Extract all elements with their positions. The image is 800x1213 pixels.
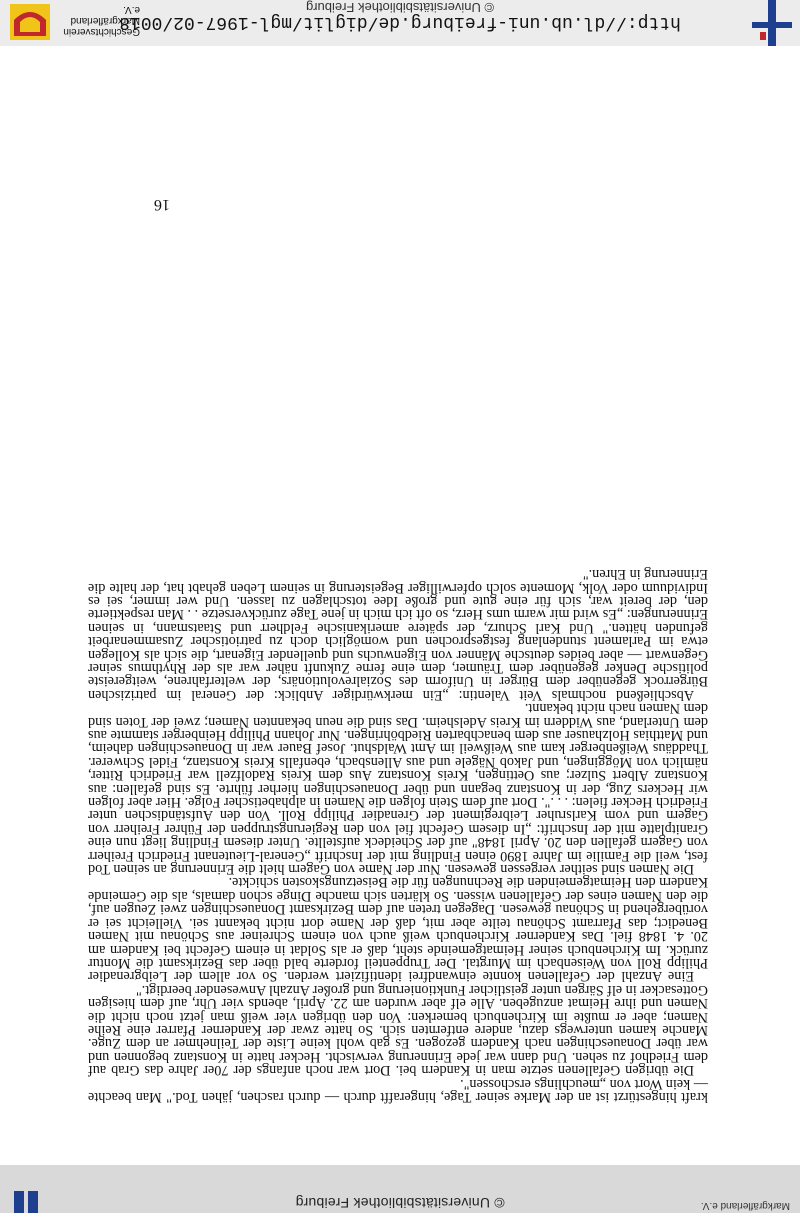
paragraph: kraft hingestürzt ist an der Marke seiner Tage, hingerafft durch — durch raschen, jähen Tod." Man beachte — kein Wort von „meuchlings erschossen". bbox=[88, 1075, 708, 1105]
paragraph: Abschließend nochmals Veit Valentin: „Ein merkwürdiger Anblick: der General im patrizischen Bürgerrock gegenüber dem Bürger in Uniform des Sozialrevolutionärs, der welterfahrene, weitgereiste politische Denker gegenüber dem Träumer, dem eine ferne Zukunft näher war als der Rhythmus seiner Gegenwart — aber beides deutsche Männer von Eigenwuchs und quellender Eigenart, die sich als Kollegen etwa im Parlament stundenlang festgesprochen und womöglich doch zu patriotischer Zusammenarbeit gefunden hätten." Und Karl Schurz, der spätere amerikanische Feldherr und Staatsmann, in seinen Erinnerungen: „Es wird mir warm ums Herz, so oft ich mich in jene Tage zurückversetze . . Man respektierte den, der bereit war, sich für eine gute und große Idee totschlagen zu lassen. Und wer immer, sei es Individuum oder Volk, Momente solch opferwilliger Begeisterung in seinem Leben gehabt hat, der halte die Erinnerung in Ehren." bbox=[88, 566, 708, 703]
university-logo-icon bbox=[10, 1183, 38, 1213]
university-flag-icon bbox=[752, 0, 792, 46]
page-body bbox=[88, 567, 708, 1103]
footer-copyright: © Universitätsbibliothek Freiburg bbox=[305, 0, 495, 15]
page-number: 16 bbox=[154, 196, 170, 213]
paragraph: Die übrigen Gefallenen setzte man in Kandern bei. Dort war noch anfangs der 70er Jahre das Grab auf dem Friedhof zu sehen. Und dann war jede Erinnerung verwischt. Hecker hatte in Konstanz begonnen und war über Donaueschingen nach Kandern gezogen. Es gab wohl keine Liste der Teilnehmer an dem Zuge. Manche kamen unterwegs dazu, andere entfernten sich. So hatte zwar der Kanderner Pfarrer eine Reihe Namen; aber er mußte im Kirchenbuch bemerken: Von den übrigen vier weiß man jetzt noch nicht die Namen und ihre Heimat anzugeben. Alle elf aber wurden am 22. April, abends vier Uhr, auf dem hiesigen Gottesacker in elf Särgen unter geistlicher Funktionierung und großer Anzahl Anwesender beerdigt." bbox=[88, 981, 708, 1079]
paragraph: Die Namen sind seither vergessen gewesen. Nur der Name von Gagern hielt die Erinnerung an seinen Tod fest, weil die Familie im Jahre 1890 einen Findling mit der Inschrift „General-Lieutenant Friedrich Freiherr von Gagern gefallen den 20. April 1848" auf der Scheideck aufstellte. Unter diesem Findling liegt nun eine Granitplatte mit der Inschrift: „In diesem Gefecht fiel von den Regierungstruppen der Führer Freiherr von Gagern und vom Karlsruher Leibregiment der Grenadier Philipp Roll. Von den Aufständischen unter Friedrich Hecker fielen: . . .". Dort auf dem Stein folgen die Namen in alphabetischer Folge. Hier aber folgen wir Heckers Zug, der in Konstanz begann und über Donaueschingen hierher führte. Es sind gefallen: aus Konstanz Albert Sulzer; aus Oettingen, Kreis Konstanz Aus dem Kreis Radolfzell war Friedrich Ritter, nämlich von Möggingen, und Jakob Nägele und aus Allensbach, ebenfalls Kreis Konstanz, Fidel Schwerer. Thaddäus Weißenberger kam aus Weißweil im Amt Waldshut. Josef Bauer war in Donaueschingen daheim, und Matthias Holzhauser aus dem benachbarten Riedböhringen. Nur Johann Philipp Heinberger stammte aus dem Unterland, aus Widdern im Kreis Adelsheim. Das sind die neun bekannten Namen; zwei der Toten sind dem Namen nach nicht bekannt. bbox=[88, 700, 708, 878]
society-name: Geschichtsverein Markgräflerland e.V. bbox=[63, 4, 140, 37]
permalink-url[interactable]: http://dl.ub.uni-freiburg.de/diglit/mgl-1967-02/0018 bbox=[119, 12, 681, 32]
paragraph: Eine Anzahl der Gefallenen konnte einwandfrei identifiziert werden. So vor allem der Leibgrenadier Philipp Roll von Weisenbach im Murgtal. Der Truppenteil forderte bald über das Bezirksamt die Montur zurück. Im Kirchenbuch seiner Heimatgemeinde steht, daß er als Soldat in einem Gefecht bei Kandern am 20. 4. 1848 fiel. Das Kanderner Kirchenbuch weiß auch von einem Schreiner aus Schönau mit Namen Benedict; das Pfarramt Schönau teilte aber mit, daß der Name dort nicht bekannt sei. Vielleicht sei er vorübergehend in Schönau gewesen. Dagegen treten auf dem Bezirksamt Donaueschingen zwei Zeugen auf, die den Namen eines der Gefallenen wissen. So klärten sich manche Dinge schon damals, als die Gemeinde Kandern den Heimatgemeinden die Rechnungen für die Beisetzungskosten schickte. bbox=[88, 874, 708, 985]
header-copyright: © Universitätsbibliothek Freiburg bbox=[295, 1195, 505, 1211]
coat-of-arms-icon bbox=[10, 4, 50, 40]
header-society-text: Markgräflerland e.V. bbox=[700, 1200, 790, 1211]
